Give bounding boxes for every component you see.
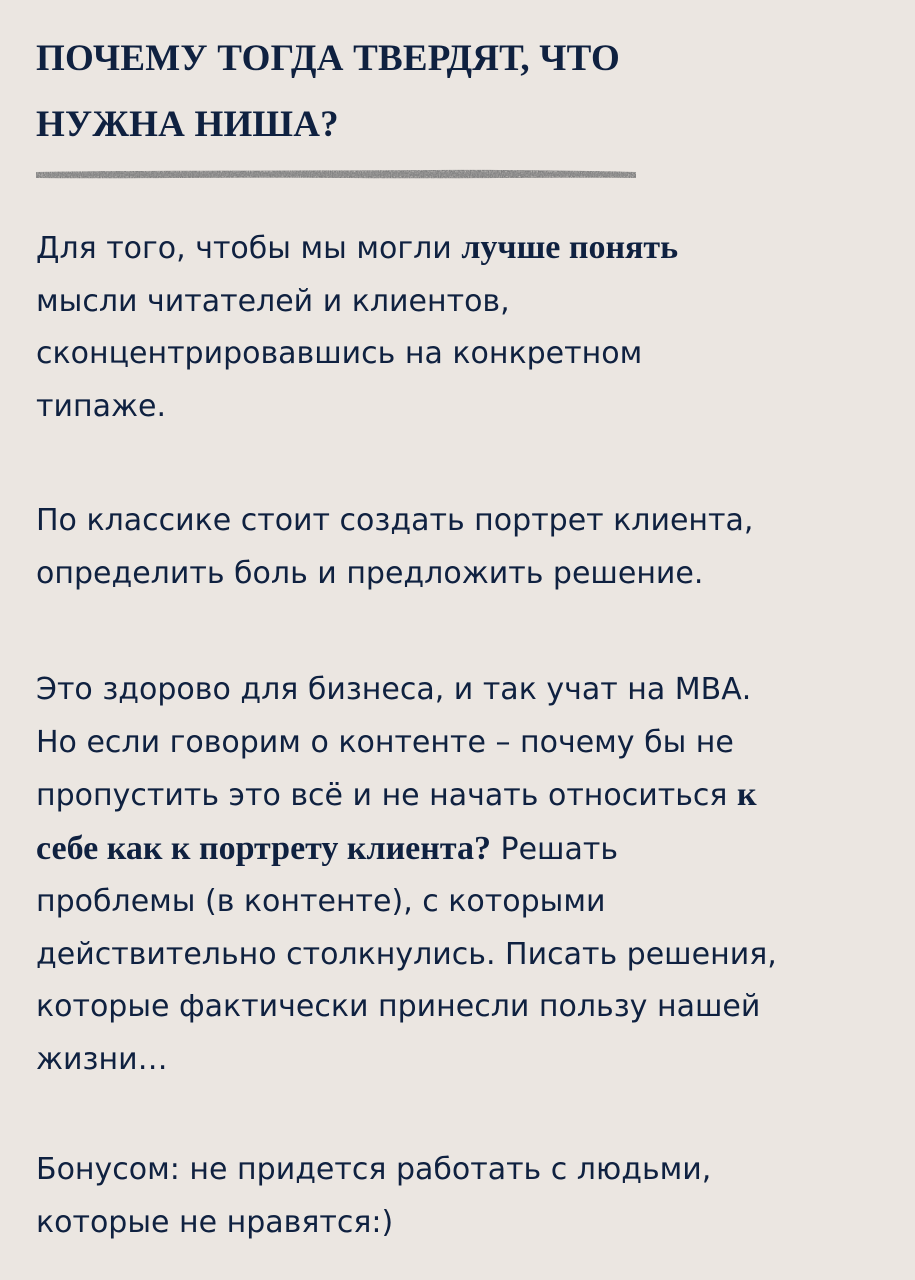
emphasis-text: к (737, 776, 757, 813)
paragraph-content-advice (36, 664, 886, 1086)
text-line (36, 769, 886, 823)
title-line: НУЖНА НИША? (36, 104, 339, 145)
text-line: мысли читателей и клиентов, (36, 283, 510, 319)
emphasis-text: себе как к портрету клиента? (36, 829, 491, 867)
text-line: определить боль и предложить решение. (36, 555, 704, 591)
emphasis-text: лучше понять (461, 229, 679, 266)
brush-underline-decoration (36, 168, 636, 180)
text-line: сконцентрировавшись на конкретном (36, 336, 643, 371)
text-line: Это здорово для бизнеса, и так учат на МВА. (36, 672, 752, 707)
paragraph-bonus (36, 1144, 886, 1249)
text-fragment: пропустить это всё и не начать относиться (36, 778, 738, 813)
text-line: типаже. (36, 388, 166, 424)
text-line: действительно столкнулись. Писать решения, (36, 936, 777, 972)
article-page (36, 26, 886, 1240)
paragraph-niche-purpose (36, 222, 886, 433)
text-line (36, 222, 886, 276)
page-title (36, 26, 886, 158)
text-line: жизни… (36, 1041, 168, 1077)
text-fragment: Для того, чтобы мы могли (36, 231, 462, 266)
text-line (36, 823, 886, 877)
text-fragment: Решать (490, 831, 619, 867)
text-line: которые не нравятся:) (36, 1204, 394, 1240)
paragraph-classic-approach (36, 495, 886, 600)
text-line: которые фактически принесли пользу нашей (36, 989, 761, 1024)
text-line: Но если говорим о контенте – почему бы не (36, 724, 734, 760)
text-line: Бонусом: не придется работать с людьми, (36, 1152, 712, 1187)
title-line: ПОЧЕМУ ТОГДА ТВЕРДЯТ, ЧТО (36, 38, 620, 79)
text-line: По классике стоит создать портрет клиента, (36, 503, 754, 538)
text-line: проблемы (в контенте), с которыми (36, 884, 606, 919)
